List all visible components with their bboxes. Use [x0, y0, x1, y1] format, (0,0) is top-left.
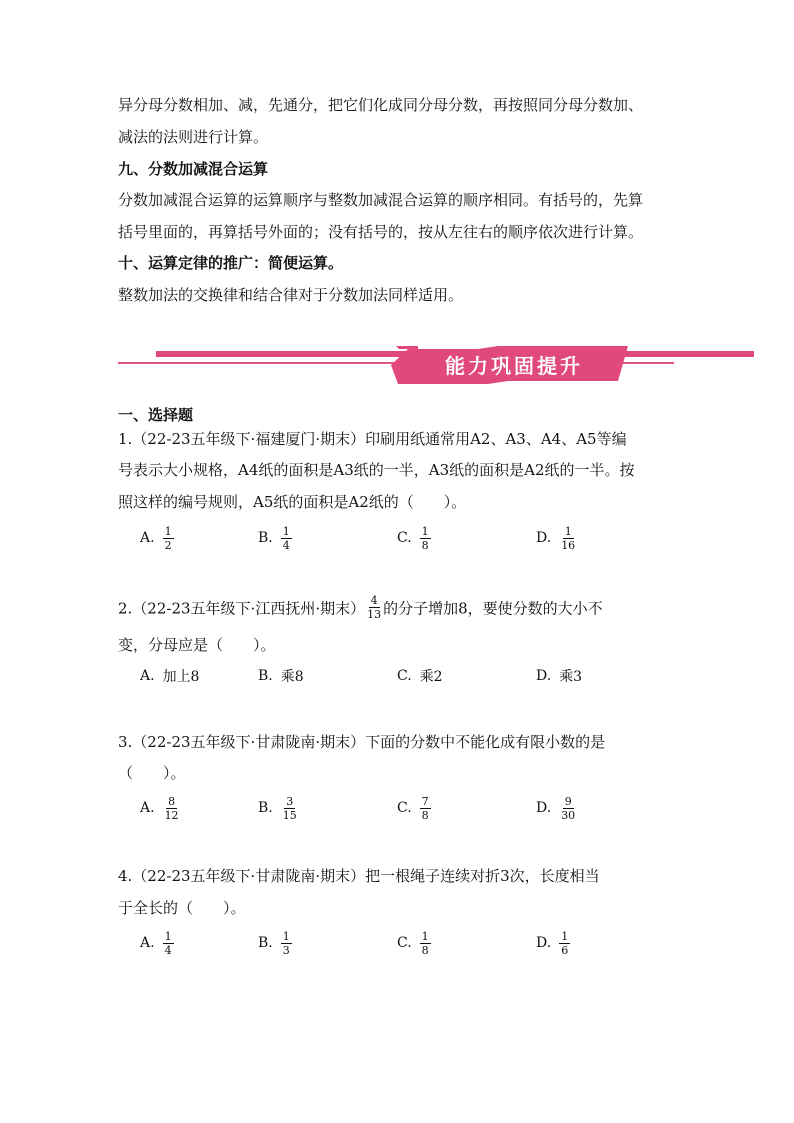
fraction [559, 930, 570, 957]
fraction [559, 795, 577, 822]
option-label: B. [258, 935, 273, 951]
numerator: 1 [282, 524, 290, 538]
paragraph-nine-line: 括号里面的，再算括号外面的；没有括号的，按从左往右的顺序依次进行计算。 [118, 223, 644, 241]
question-3-line: 3.（22-23五年级下·甘肃陇南·期末）下面的分数中不能化成有限小数的是 [118, 733, 606, 751]
question-1-line: 1.（22-23五年级下·福建厦门·期末）印刷用纸通常用A2、A3、A4、A5等编 [118, 430, 627, 448]
option-d[interactable] [536, 923, 570, 963]
option-label: A. [140, 668, 155, 684]
heading-ten: 十、运算定律的推广：简便运算。 [118, 254, 344, 272]
denominator: 2 [164, 538, 172, 552]
option-c[interactable] [397, 923, 431, 963]
numerator: 1 [164, 929, 172, 943]
denominator: 13 [367, 608, 382, 621]
option-b[interactable] [258, 788, 299, 828]
option-a[interactable] [140, 923, 174, 963]
option-text: 乘2 [419, 669, 443, 685]
numerator: 1 [421, 929, 429, 943]
option-label: A. [140, 935, 155, 951]
fraction [420, 795, 431, 822]
fraction [367, 594, 381, 621]
question-4-line: 于全长的（ ）。 [118, 899, 246, 917]
paragraph-ten: 整数加法的交换律和结合律对于分数加法同样适用。 [118, 286, 464, 304]
heading-nine: 九、分数加减混合运算 [118, 160, 269, 178]
numerator: 8 [168, 794, 176, 808]
option-a[interactable] [140, 656, 199, 696]
question-4-line: 4.（22-23五年级下·甘肃陇南·期末）把一根绳子连续对折3次，长度相当 [118, 867, 600, 885]
option-b[interactable] [258, 923, 292, 963]
section-banner [118, 344, 674, 388]
fraction [281, 930, 292, 957]
paragraph-nine-line: 分数加减混合运算的运算顺序与整数加减混合运算的顺序相同。有括号的，先算 [118, 191, 644, 209]
numerator: 7 [421, 794, 429, 808]
option-a[interactable] [140, 518, 174, 558]
option-a[interactable] [140, 788, 181, 828]
denominator: 15 [282, 808, 297, 822]
numerator: 1 [561, 929, 569, 943]
numerator: 9 [564, 794, 572, 808]
option-label: D. [536, 800, 552, 816]
numerator: 1 [164, 524, 172, 538]
option-text: 乘8 [280, 669, 304, 685]
numerator: 1 [564, 524, 572, 538]
fraction [163, 930, 174, 957]
option-b[interactable] [258, 518, 292, 558]
option-d[interactable] [536, 788, 577, 828]
question-2-line: 变，分母应是（ ）。 [118, 636, 276, 654]
denominator: 4 [164, 943, 172, 957]
option-label: A. [140, 800, 155, 816]
denominator: 30 [561, 808, 576, 822]
numerator: 4 [370, 594, 378, 607]
denominator: 8 [421, 538, 429, 552]
banner-title: 能力巩固提升 [445, 354, 583, 378]
question-1-line: 照这样的编号规则，A5纸的面积是A2纸的（ ）。 [118, 493, 467, 511]
option-b[interactable] [258, 656, 304, 696]
denominator: 4 [282, 538, 290, 552]
fraction [281, 525, 292, 552]
option-label: C. [397, 800, 412, 816]
question-1-line: 号表示大小规格，A4纸的面积是A3纸的一半，A3纸的面积是A2纸的一半。按 [118, 461, 635, 479]
numerator: 3 [286, 794, 294, 808]
option-c[interactable] [397, 656, 443, 696]
fraction [281, 795, 299, 822]
denominator: 8 [421, 808, 429, 822]
option-c[interactable] [397, 788, 431, 828]
option-label: D. [536, 530, 552, 546]
denominator: 12 [164, 808, 179, 822]
option-label: D. [536, 935, 552, 951]
section-heading: 一、选择题 [118, 406, 194, 424]
option-label: A. [140, 530, 155, 546]
option-c[interactable] [397, 518, 431, 558]
option-text: 乘3 [559, 669, 583, 685]
fraction [420, 525, 431, 552]
question-3-line: （ ）。 [118, 764, 186, 782]
fraction [420, 930, 431, 957]
option-label: D. [536, 668, 552, 684]
numerator: 1 [421, 524, 429, 538]
option-label: C. [397, 935, 412, 951]
option-label: B. [258, 668, 273, 684]
option-d[interactable] [536, 518, 577, 558]
option-label: B. [258, 530, 273, 546]
denominator: 3 [282, 943, 290, 957]
fraction [163, 795, 181, 822]
numerator: 1 [282, 929, 290, 943]
denominator: 8 [421, 943, 429, 957]
denominator: 6 [561, 943, 569, 957]
option-label: C. [397, 530, 412, 546]
question-2-line [118, 596, 603, 623]
intro-line: 减法的法则进行计算。 [118, 128, 269, 146]
fraction [559, 525, 577, 552]
fraction [163, 525, 174, 552]
question-2-suffix: 的分子增加8，要使分数的大小不 [383, 599, 603, 618]
option-label: C. [397, 668, 412, 684]
question-2-prefix: 2.（22-23五年级下·江西抚州·期末） [118, 599, 366, 618]
option-d[interactable] [536, 656, 582, 696]
option-label: B. [258, 800, 273, 816]
denominator: 16 [561, 538, 576, 552]
intro-line: 异分母分数相加、减，先通分，把它们化成同分母分数，再按照同分母分数加、 [118, 96, 644, 114]
option-text: 加上8 [162, 669, 200, 685]
